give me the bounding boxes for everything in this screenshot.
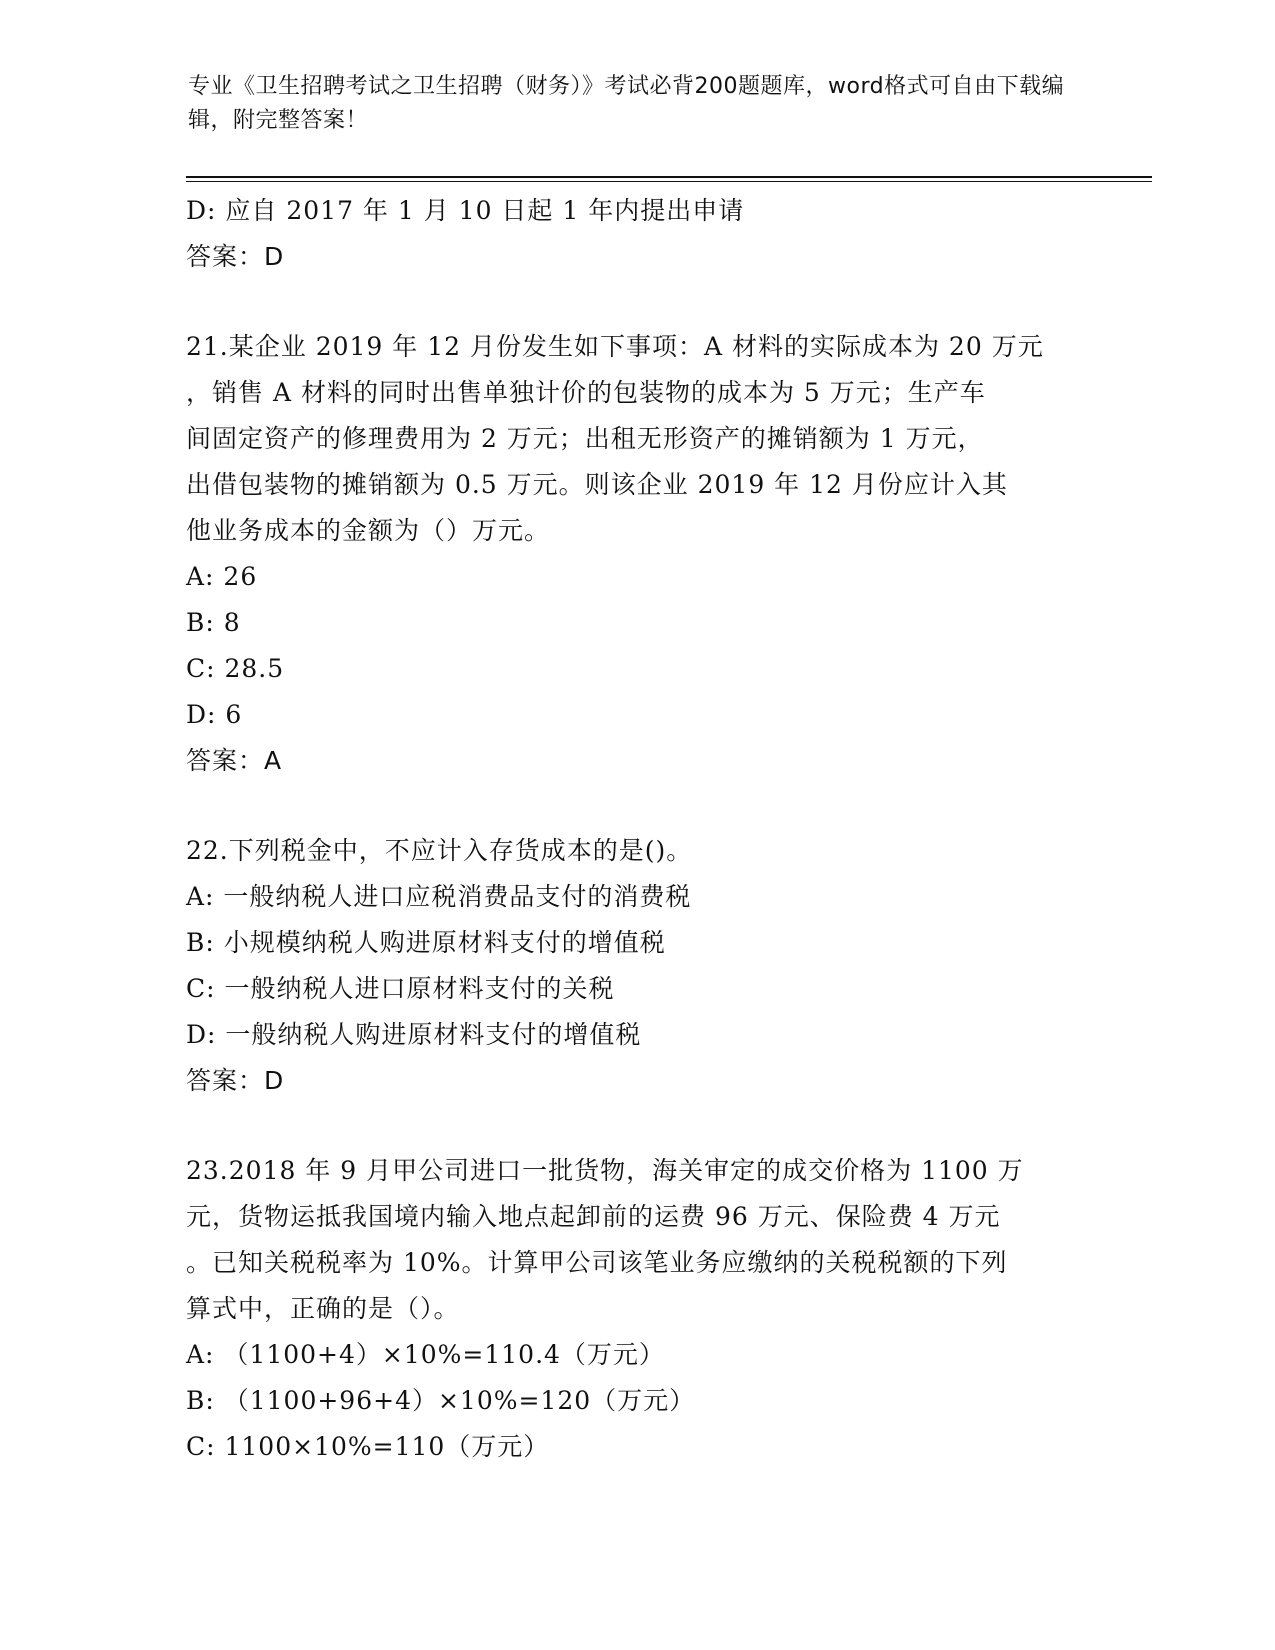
option-line: B: （1100+96+4）×10%=120（万元）: [186, 1386, 696, 1415]
option-line: D: 应自 2017 年 1 月 10 日起 1 年内提出申请: [186, 196, 745, 225]
answer-line: 答案：D: [186, 242, 285, 271]
question-text-line: 22.下列税金中，不应计入存货成本的是()。: [186, 836, 693, 865]
option-line: A: 一般纳税人进口应税消费品支付的消费税: [186, 882, 692, 911]
question-content: [186, 188, 1086, 1470]
question-text-line: 23.2018 年 9 月甲公司进口一批货物，海关审定的成交价格为 1100 万: [186, 1156, 1024, 1185]
document-header: 专业《卫生招聘考试之卫生招聘（财务）》考试必背200题题库，word格式可自由下载编辑，附完整答案！: [188, 74, 1065, 133]
header-rule-thick: [186, 176, 1152, 178]
spacer: [186, 784, 1086, 828]
option-line: C: 1100×10%=110（万元）: [186, 1432, 550, 1461]
question-text-line: 他业务成本的金额为（）万元。: [186, 516, 551, 545]
spacer: [186, 280, 1086, 324]
question-block: [186, 324, 1086, 784]
option-line: C: 28.5: [186, 654, 285, 683]
question-text-line: 。已知关税税率为 10%。计算甲公司该笔业务应缴纳的关税税额的下列: [186, 1248, 1008, 1277]
question-block: [186, 1148, 1086, 1470]
question-text-line: 间固定资产的修理费用为 2 万元；出租无形资产的摊销额为 1 万元，: [186, 424, 984, 453]
question-text-line: 算式中，正确的是（）。: [186, 1294, 460, 1323]
question-text-line: 元，货物运抵我国境内输入地点起卸前的运费 96 万元、保险费 4 万元: [186, 1202, 1001, 1231]
question-block: [186, 188, 1086, 280]
question-text-line: ，销售 A 材料的同时出售单独计价的包装物的成本为 5 万元；生产车: [186, 378, 986, 407]
header-rule-thin: [186, 181, 1152, 182]
question-text-line: 出借包装物的摊销额为 0.5 万元。则该企业 2019 年 12 月份应计入其: [186, 470, 1008, 499]
question-text-line: 21.某企业 2019 年 12 月份发生如下事项：A 材料的实际成本为 20 万元: [186, 332, 1044, 361]
option-line: B: 小规模纳税人购进原材料支付的增值税: [186, 928, 666, 957]
option-line: D: 一般纳税人购进原材料支付的增值税: [186, 1020, 642, 1049]
option-line: A: 26: [186, 562, 258, 591]
option-line: D: 6: [186, 700, 243, 729]
option-line: A: （1100+4）×10%=110.4（万元）: [186, 1340, 665, 1369]
option-line: C: 一般纳税人进口原材料支付的关税: [186, 974, 615, 1003]
spacer: [186, 1104, 1086, 1148]
answer-line: 答案：D: [186, 1066, 285, 1095]
question-block: [186, 828, 1086, 1104]
option-line: B: 8: [186, 608, 241, 637]
answer-line: 答案：A: [186, 746, 283, 775]
